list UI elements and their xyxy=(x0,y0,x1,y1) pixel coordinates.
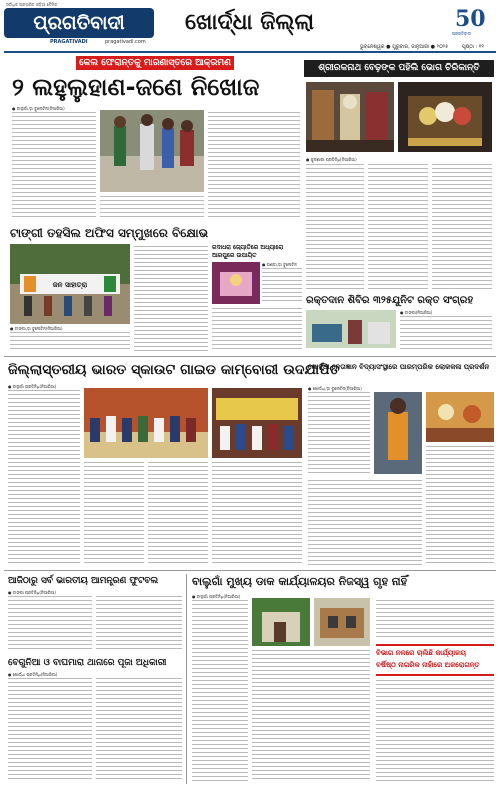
page-label: ପୃଷ୍ଠା : ୧୧ xyxy=(462,44,484,50)
khordha-text-col-1 xyxy=(308,392,370,476)
tahasil-headline: ଟାଙ୍ଗୀ ତହସିଲ ଅଫିସ ସମ୍ମୁଖରେ ବିକ୍ଷୋଭ xyxy=(10,226,209,240)
lead-strap: କେଲ ଫେରାନ୍ତକୁ ମାରଣାସ୍ତରେ ଆକ୍ରମଣ xyxy=(76,56,234,70)
red-box-text-above xyxy=(376,600,494,640)
football-byline: ● ଟାଙ୍ଗୀ ପ୍ରତିନିଧି(ନିଆରିଆ) xyxy=(8,590,56,595)
logo-text: ପ୍ରଗତିବାଦୀ xyxy=(33,12,125,34)
post-office-photo-1 xyxy=(252,598,310,646)
scout-text-col-2 xyxy=(84,462,144,566)
temple-photo-1 xyxy=(306,82,394,152)
tahasil-byline: ● ଟାଙ୍ଗୀ,ଡ଼ା ବୁଲେଟିନ(ନିଆରିଆ) xyxy=(10,326,63,331)
khordha-photo-2 xyxy=(426,392,494,442)
police-text-col-2 xyxy=(96,678,182,782)
logo-latin: PRAGATIVADI xyxy=(50,39,88,45)
blood-byline: ● ଟାଙ୍ଗୀ(ନିଆରିଆ) xyxy=(400,310,433,315)
football-text-col-1 xyxy=(8,596,92,652)
scout-text-col-1 xyxy=(8,390,80,566)
scout-text-col-4 xyxy=(212,462,302,566)
lead-photo xyxy=(100,110,204,192)
scout-text-col-3 xyxy=(148,462,208,566)
temple-photo-2 xyxy=(398,82,492,152)
post-office-photo-2 xyxy=(314,598,370,646)
scout-photo-2 xyxy=(212,388,302,458)
section-title: ଖୋର୍ଦ୍ଧା ଜିଲ୍ଲା xyxy=(185,10,315,35)
tahasil-text-col-1 xyxy=(10,332,130,352)
lead-text-col-1 xyxy=(12,112,96,220)
red-box-bottom-rule xyxy=(376,674,494,676)
khordha-byline: ● ଖୋର୍ଦ୍ଧା,ଡ଼ା ବୁଲେଟିନ(ନିଆରିଆ) xyxy=(308,386,362,391)
post-office-text-col-2 xyxy=(252,650,370,782)
blood-text xyxy=(400,316,492,352)
column-rule xyxy=(186,574,187,784)
post-office-byline: ● ବାଲୁଗାଁ ପ୍ରତିନିଧି(ନିଆରିଆ) xyxy=(192,594,241,599)
top-tagline: ସର୍ବାଧିକ ପ୍ରସାରିତ ଓଡ଼ିଆ ଦୈନିକ xyxy=(6,2,58,7)
website-text: pragativadi.com xyxy=(105,39,146,45)
small-subhead: ଆରପୁରେ ଉପାୟିତ xyxy=(212,252,257,259)
police-byline: ● ଖୋର୍ଦ୍ଧା ପ୍ରତିନିଧି(ନିଆରିଆ) xyxy=(8,672,58,677)
red-box-line-1: ବିଭାଗ ନଳରେ ଚାଲିଛି କାର୍ଯ୍ୟାଳୟ xyxy=(376,649,466,657)
lead-byline: ● ବାଲୁଗାଁ,ଡ଼ା ବୁଲେଟିନ(ନିଆରିଆ) xyxy=(12,106,65,111)
khordha-headline: ଖୋର୍ଦ୍ଧା ନେତାଜ୍ଞାନ ବିଦ୍ୟାସଂସ୍ଥାରେ ପାରମ୍ପରିକ ଲୋକକଳା ପ୍ରଦର୍ଶନ xyxy=(308,363,490,371)
right-text-col-3 xyxy=(432,164,492,290)
scout-headline: ଜିଲ୍ଲାସ୍ତରୀୟ ଭାରତ ସ୍କାଉଟ ଗାଇଡ କାମ୍ବୋରୀ ଉଦଯାପିତ xyxy=(8,362,340,378)
football-text-col-2 xyxy=(96,596,182,652)
red-box-text-below xyxy=(376,680,494,782)
khordha-text-col-2 xyxy=(308,480,422,566)
right-text-col-2 xyxy=(368,164,428,290)
tahasil-text-col-2 xyxy=(134,246,208,352)
red-box-top-rule xyxy=(376,644,494,646)
anniversary-logo xyxy=(455,8,487,30)
lead-headline: ୨ ଲହୁଲୁହାଣ-ଜଣେ ନିଖୋଜ xyxy=(12,73,260,101)
post-office-text-col-1 xyxy=(192,600,248,782)
khordha-photo-1 xyxy=(374,392,422,474)
small-text-col-2 xyxy=(212,308,302,352)
post-office-headline: ବାଲୁଗାଁ ମୁଖ୍ୟ ଡାକ କାର୍ଯ୍ୟାଳୟର ନିଜସ୍ୱ ଗୃହ ନାହିଁ xyxy=(192,575,408,588)
divider-1 xyxy=(4,356,496,357)
blood-headline: ରକ୍ତଦାନ ଶିବିର ୩୨୫ଯୁନିଟ ରକ୍ତ ସଂଗ୍ରହ xyxy=(306,295,474,306)
right-text-col-1 xyxy=(306,164,364,290)
khordha-text-col-3 xyxy=(426,446,494,566)
protest-banner-text: ଜନ ସାହାତ୍ରା xyxy=(52,281,88,289)
small-byline: ● ଗଣ୍ଡା,ଡ଼ା ବୁଲେଟିନ xyxy=(262,262,297,267)
scout-photo-1 xyxy=(84,388,208,458)
scout-byline: ● ବାଲୁଗାଁ ପ୍ରତିନିଧି(ନିଆରିଆ) xyxy=(8,384,57,389)
red-box-line-2: ବର୍ଷିଷ୍ଠ ନାଗରିକ ନାହାଁରେ ଅଳରୋଗନ୍ତ xyxy=(376,661,480,669)
masthead-rule xyxy=(4,51,496,53)
blood-photo xyxy=(306,310,396,348)
police-text-col-1 xyxy=(8,678,92,782)
police-headline: ବେଗୁନିଆ ଓ ବାଘମାରା ଥାନାରେ ପୂଜା ଅଧିକାରୀ xyxy=(8,658,167,668)
football-headline: ଆଜିଠାରୁ ସର୍ବ ଭାରତୀୟ ଆମନ୍ତ୍ରଣ ଫୁଟବଲ xyxy=(8,576,159,586)
lead-text-col-3 xyxy=(208,112,300,220)
right-top-headline: ଶ୍ରୀରକନାଥ ବେଢ଼ଙ୍କ ପହିଲି ଭୋଗ ଚିରିକାନ୍ତି xyxy=(304,60,494,77)
small-headline: ଗଦାଧରା ଜ୍ୟୋତିରେ ଅଧ୍ୟାରୋ xyxy=(212,244,284,251)
divider-2 xyxy=(4,570,496,571)
anniversary-caption: ପ୍ରଗତିବାଦୀ xyxy=(452,31,472,36)
dateline: ଭୁବନେଶ୍ୱର ● ଗୁରୁବାର, ଜାନୁଆରୀ ● ୨୦୨୫ xyxy=(360,44,449,50)
lead-photo-caption xyxy=(100,196,204,220)
right-top-byline: ● କୁଳଣାରୀ ପ୍ରତିନିଧି(ନିଆରିଆ) xyxy=(306,157,357,162)
anniversary-number: 50 xyxy=(455,6,486,32)
small-text-col-1 xyxy=(262,268,302,304)
small-photo xyxy=(212,262,260,304)
